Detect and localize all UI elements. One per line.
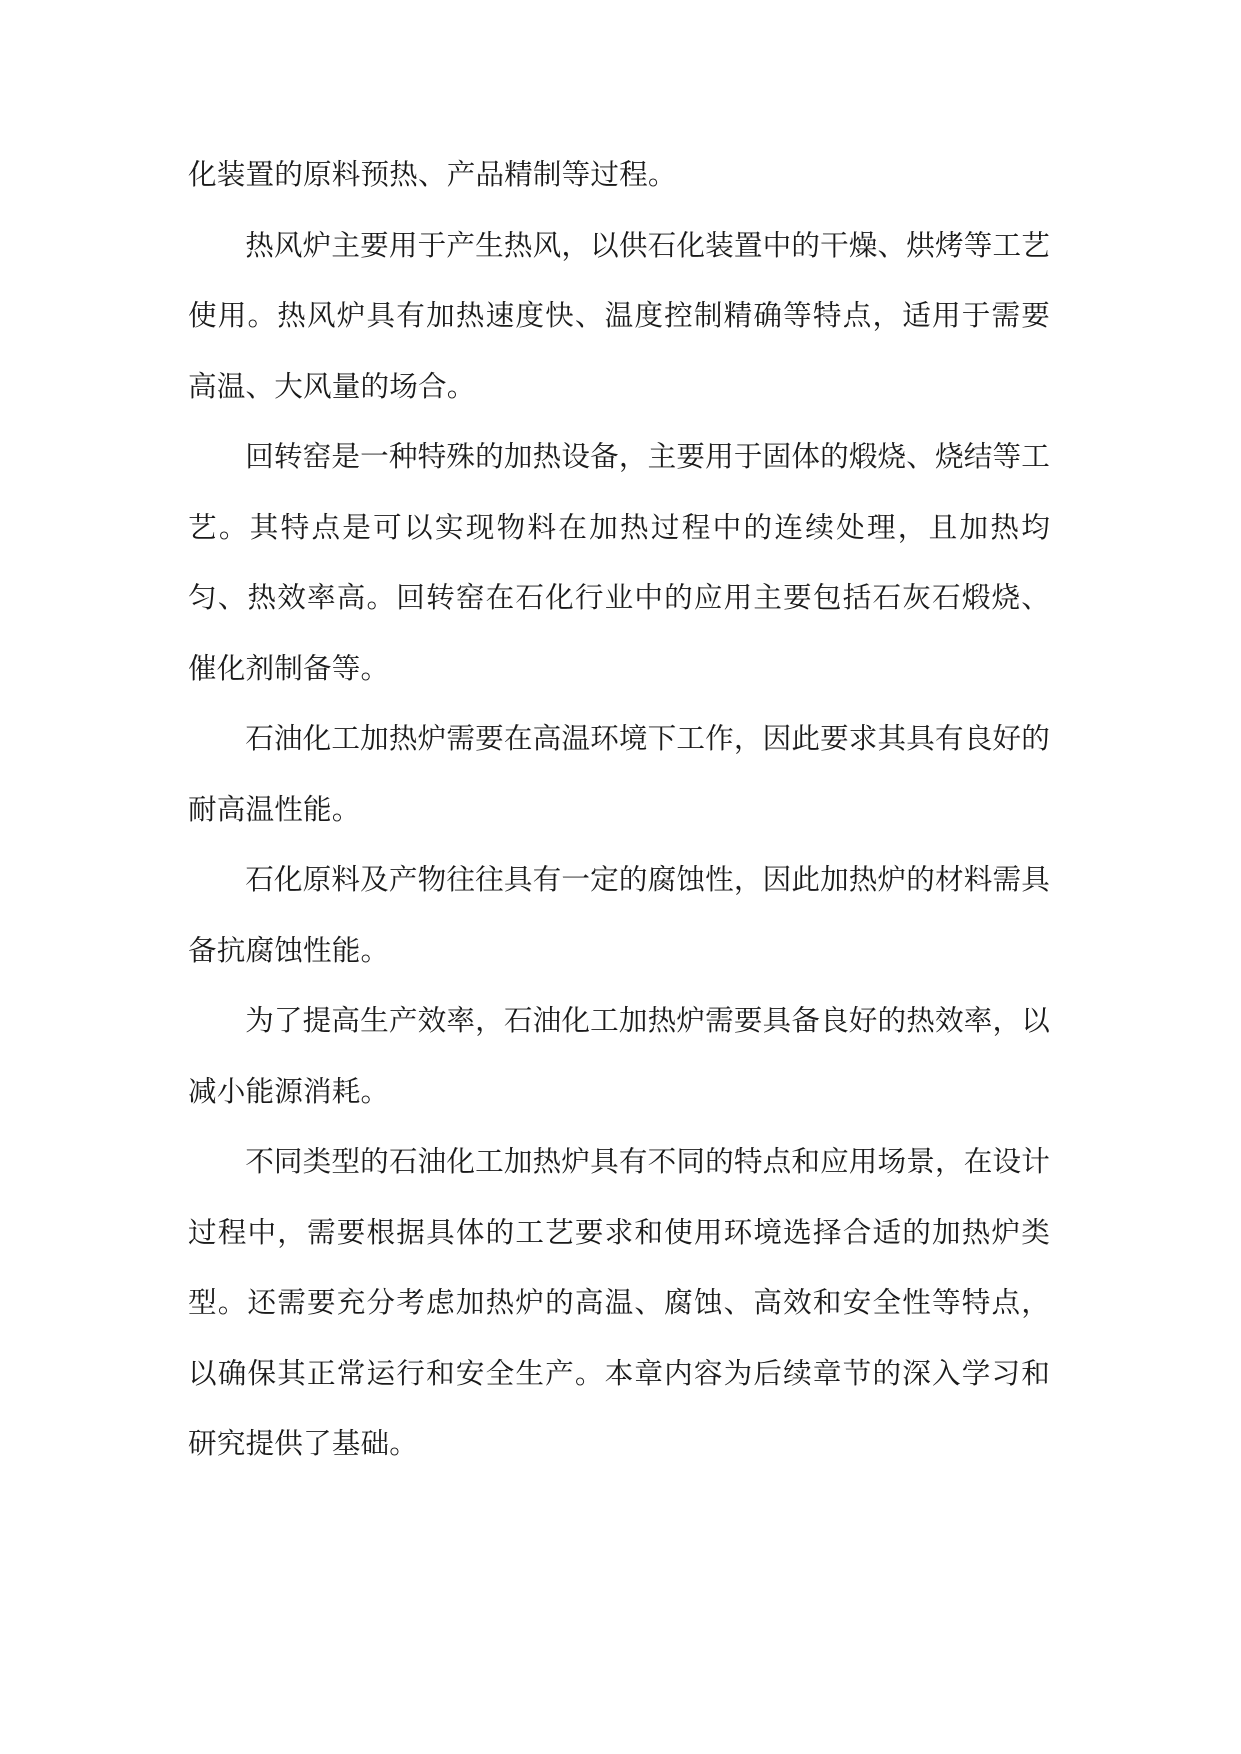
paragraph-efficiency: 为了提高生产效率，石油化工加热炉需要具备良好的热效率，以减小能源消耗。 [188, 1003, 1051, 1108]
paragraph-hot-air-furnace: 热风炉主要用于产生热风，以供石化装置中的干燥、烘烤等工艺使用。热风炉具有加热速度快、温度控制精确等特点，适用于需要高温、大风量的场合。 [188, 227, 1051, 403]
paragraph-summary: 不同类型的石油化工加热炉具有不同的特点和应用场景，在设计过程中，需要根据具体的工艺要求和使用环境选择合适的加热炉类型。还需要充分考虑加热炉的高温、腐蚀、高效和安全性等特点，以确保其正常运行和安全生产。本章内容为后续章节的深入学习和研究提供了基础。 [188, 1144, 1051, 1460]
document-body [188, 139, 1050, 1479]
paragraph-rotary-kiln: 回转窑是一种特殊的加热设备，主要用于固体的煅烧、烧结等工艺。其特点是可以实现物料在加热过程中的连续处理，且加热均匀、热效率高。回转窑在石化行业中的应用主要包括石灰石煅烧、催化剂制备等。 [188, 439, 1051, 685]
paragraph-continuation: 化装置的原料预热、产品精制等过程。 [188, 157, 677, 191]
paragraph-corrosion: 石化原料及产物往往具有一定的腐蚀性，因此加热炉的材料需具备抗腐蚀性能。 [188, 862, 1051, 967]
paragraph-high-temperature: 石油化工加热炉需要在高温环境下工作，因此要求其具有良好的耐高温性能。 [188, 721, 1051, 826]
